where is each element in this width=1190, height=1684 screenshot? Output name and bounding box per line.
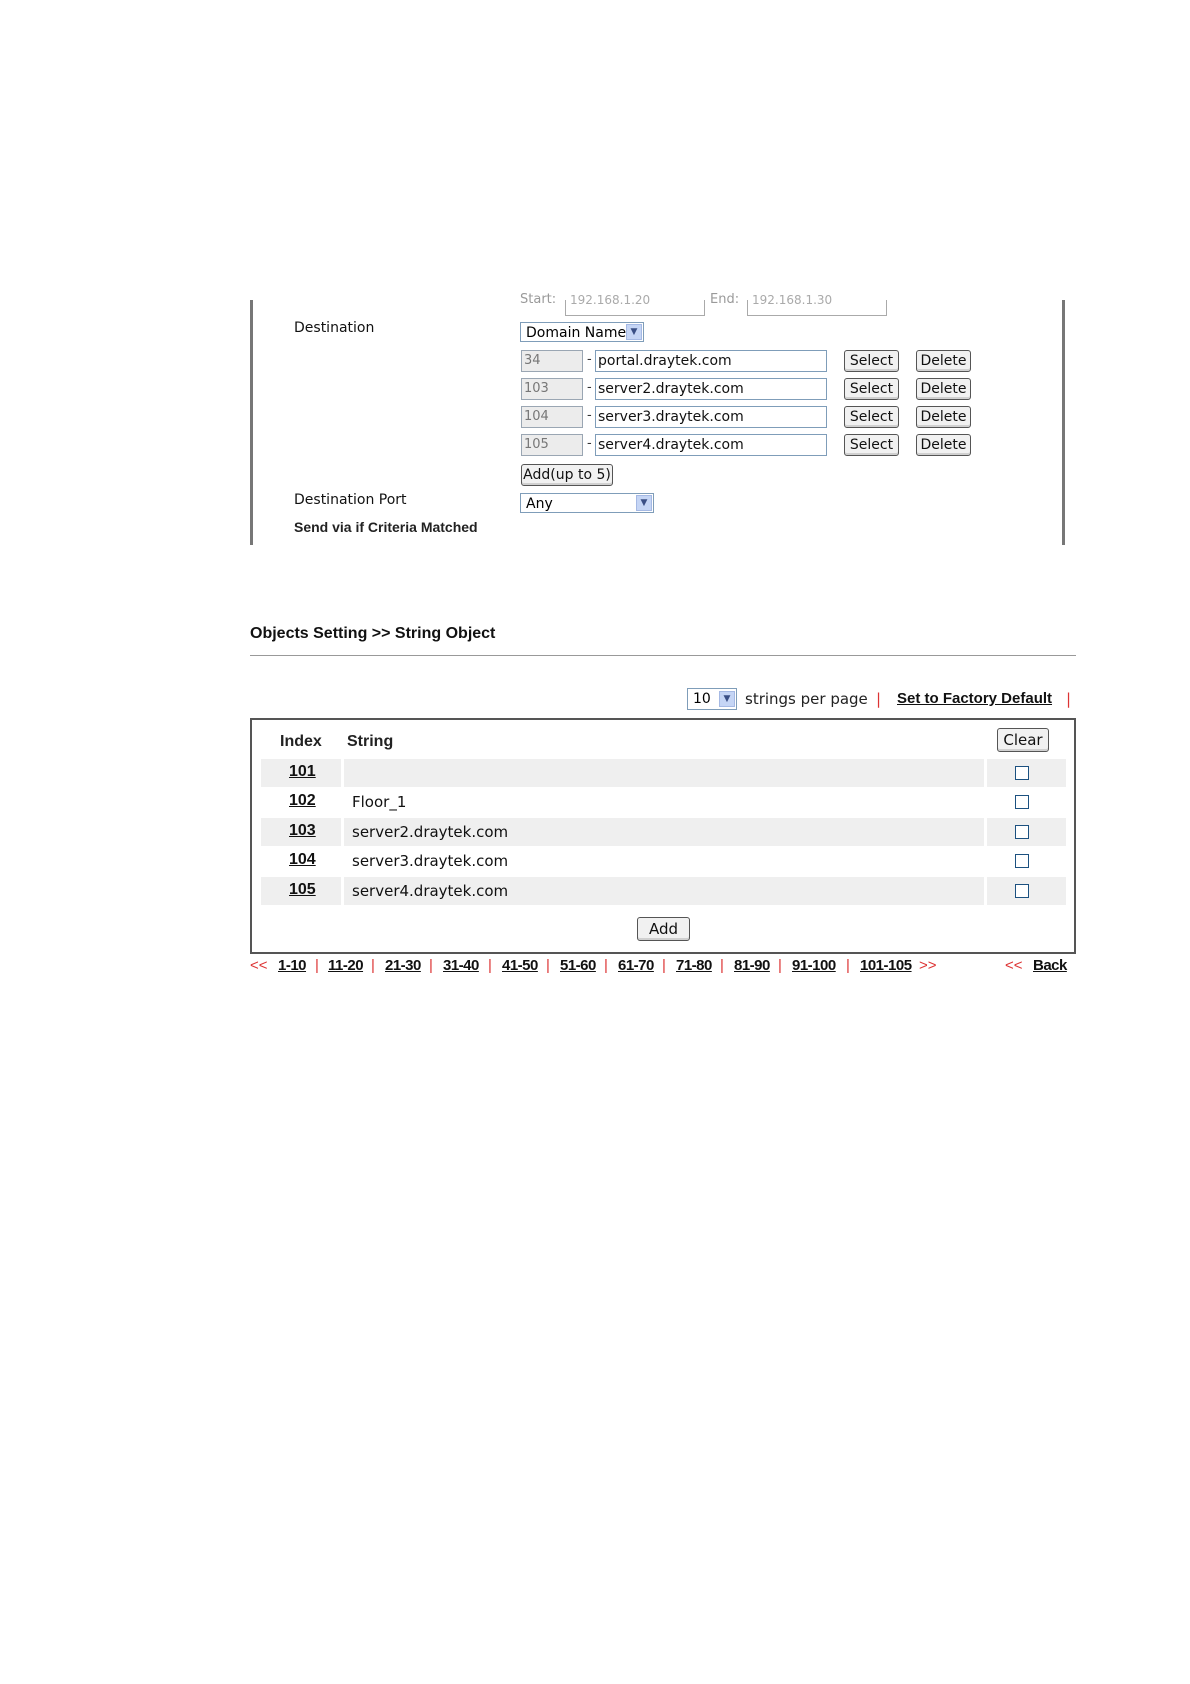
start-label: Start: (520, 292, 557, 307)
pagination (250, 957, 1080, 979)
row-string: server2.draytek.com (352, 823, 509, 841)
page-link[interactable]: 81-90 (734, 957, 770, 974)
title-divider (250, 655, 1076, 656)
send-via-label: Send via if Criteria Matched (294, 519, 478, 535)
entry-index-field: 105 (521, 434, 583, 456)
row-string: server3.draytek.com (352, 852, 509, 870)
entry-string-field[interactable]: portal.draytek.com (595, 350, 827, 372)
destination-port-value: Any (526, 496, 553, 512)
per-page-select[interactable] (687, 688, 737, 710)
pager-separator: | (546, 957, 550, 974)
destination-type-select[interactable] (520, 322, 644, 342)
checkbox-icon[interactable] (1015, 766, 1029, 780)
select-button[interactable]: Select (844, 406, 899, 428)
destination-type-value: Domain Name (526, 325, 627, 341)
table-row (261, 788, 1066, 816)
table-row (261, 759, 1066, 787)
pager-separator: | (488, 957, 492, 974)
entry-string-field[interactable]: server4.draytek.com (595, 434, 827, 456)
delete-button[interactable]: Delete (916, 350, 971, 372)
entry-dash: - (587, 436, 592, 451)
pager-separator: | (778, 957, 782, 974)
page-link[interactable]: 91-100 (792, 957, 836, 974)
panel-right-border (1062, 300, 1065, 545)
checkbox-icon[interactable] (1015, 795, 1029, 809)
pager-separator: | (315, 957, 319, 974)
pager-separator: | (846, 957, 850, 974)
clear-button[interactable]: Clear (997, 728, 1049, 752)
table-row (261, 877, 1066, 905)
page-link[interactable]: 11-20 (328, 957, 364, 974)
entry-string-field[interactable]: server3.draytek.com (595, 406, 827, 428)
row-index-link[interactable]: 103 (289, 822, 316, 839)
delete-button[interactable]: Delete (916, 378, 971, 400)
pager-next[interactable]: >> (919, 957, 937, 974)
pager-separator: | (720, 957, 724, 974)
separator: | (876, 690, 882, 708)
back-link[interactable]: Back (1033, 957, 1067, 974)
table-row (261, 818, 1066, 846)
entry-dash: - (587, 408, 592, 423)
entry-dash: - (587, 380, 592, 395)
factory-default-link[interactable]: Set to Factory Default (897, 690, 1053, 707)
delete-button[interactable]: Delete (916, 406, 971, 428)
string-header: String (347, 733, 394, 750)
row-string: Floor_1 (352, 793, 407, 811)
pager-prev[interactable]: << (250, 957, 268, 974)
back-arrow[interactable]: << (1005, 957, 1023, 974)
pager-separator: | (604, 957, 608, 974)
entry-index-field: 104 (521, 406, 583, 428)
add-button[interactable]: Add (637, 917, 690, 941)
checkbox-icon[interactable] (1015, 854, 1029, 868)
pager-separator: | (662, 957, 666, 974)
select-button[interactable]: Select (844, 350, 899, 372)
delete-button[interactable]: Delete (916, 434, 971, 456)
row-string: server4.draytek.com (352, 882, 509, 900)
index-header: Index (280, 733, 322, 750)
row-index-link[interactable]: 105 (289, 881, 316, 898)
select-button[interactable]: Select (844, 434, 899, 456)
per-page-label: strings per page (745, 690, 868, 708)
destination-port-label: Destination Port (294, 492, 407, 508)
page-link[interactable]: 31-40 (443, 957, 479, 974)
start-ip-field[interactable]: 192.168.1.20 (565, 300, 705, 316)
page-link[interactable]: 21-30 (385, 957, 421, 974)
row-index-link[interactable]: 102 (289, 792, 316, 809)
destination-panel (250, 292, 1066, 545)
pager-separator: | (429, 957, 433, 974)
page-title: Objects Setting >> String Object (250, 625, 496, 642)
destination-label: Destination (294, 320, 375, 336)
row-index-link[interactable]: 101 (289, 763, 316, 780)
page-link[interactable]: 1-10 (278, 957, 307, 974)
chevron-down-icon: ▼ (626, 324, 642, 340)
panel-left-border (250, 300, 253, 545)
checkbox-icon[interactable] (1015, 825, 1029, 839)
pager-separator: | (371, 957, 375, 974)
entry-index-field: 103 (521, 378, 583, 400)
add-up-to-5-button[interactable]: Add(up to 5) (521, 464, 613, 486)
entry-string-field[interactable]: server2.draytek.com (595, 378, 827, 400)
page-link[interactable]: 51-60 (560, 957, 596, 974)
end-ip-field[interactable]: 192.168.1.30 (747, 300, 887, 316)
row-index-link[interactable]: 104 (289, 851, 316, 868)
select-button[interactable]: Select (844, 378, 899, 400)
checkbox-icon[interactable] (1015, 884, 1029, 898)
entry-dash: - (587, 352, 592, 367)
page-link[interactable]: 71-80 (676, 957, 712, 974)
chevron-down-icon: ▼ (636, 495, 652, 511)
per-page-value: 10 (693, 691, 711, 707)
page-link[interactable]: 101-105 (860, 957, 912, 974)
page-link[interactable]: 41-50 (502, 957, 538, 974)
separator: | (1066, 690, 1072, 708)
chevron-down-icon: ▼ (719, 691, 735, 707)
destination-port-select[interactable] (520, 493, 654, 513)
end-label: End: (710, 292, 740, 307)
page-link[interactable]: 61-70 (618, 957, 654, 974)
entry-index-field: 34 (521, 350, 583, 372)
table-row (261, 847, 1066, 875)
